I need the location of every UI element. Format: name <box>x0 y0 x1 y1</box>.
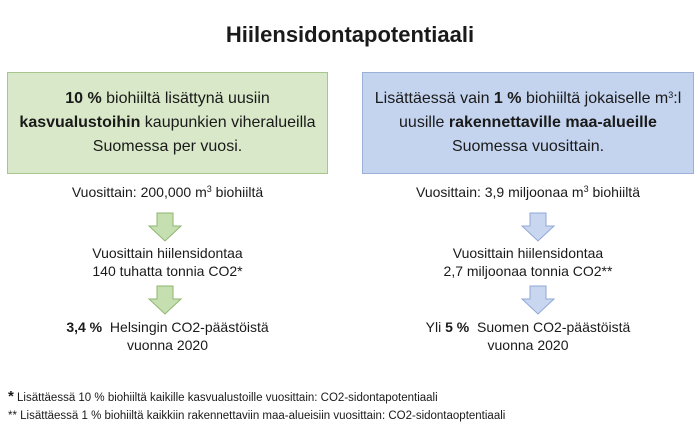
right-box-bold-term: rakennettaville maa-alueille <box>448 114 657 131</box>
right-box-line2-pre: uusille <box>399 114 449 131</box>
footnote-1 <box>8 389 438 406</box>
left-yearly-prefix: Vuosittain: 200,000 m <box>71 184 207 200</box>
footnote-2-mark: ** <box>8 410 17 422</box>
left-box-line1: biohiiltä lisättynä uusiin <box>101 90 270 107</box>
right-box-line3: Suomessa vuosittain. <box>451 138 605 155</box>
right-result-percent: 5 % <box>445 319 470 335</box>
left-result-line2: vuonna 2020 <box>127 337 208 353</box>
left-arrow-1-icon <box>148 212 182 242</box>
right-arrow-2-icon <box>521 285 555 315</box>
right-result-pre: Yli <box>425 319 446 335</box>
right-result-line1: Suomen CO2-päästöistä <box>469 319 631 335</box>
left-scenario-box <box>7 72 328 174</box>
footnote-1-text: Lisättäessä 10 % biohiiltä kaikille kasvualustoille vuosittain: CO2-sidontapotentiaali <box>13 392 438 404</box>
left-yearly-suffix: biohiiltä <box>211 184 264 200</box>
right-scenario-box <box>362 72 694 174</box>
right-box-line1-pre: Lisättäessä vain <box>374 90 494 107</box>
right-arrow-1-icon <box>521 212 555 242</box>
left-box-line3: Suomessa per vuosi. <box>92 138 243 155</box>
left-result <box>7 318 328 354</box>
right-yearly-suffix: biohiiltä <box>588 184 640 200</box>
right-result <box>362 318 694 354</box>
right-sequestration-line1: Vuosittain hiilensidontaa <box>452 245 604 261</box>
right-yearly-prefix: Vuosittain: 3,9 miljoonaa m <box>416 184 584 200</box>
left-result-percent: 3,4 % <box>66 319 103 335</box>
right-result-line2: vuonna 2020 <box>487 337 569 353</box>
right-sequestration <box>362 244 694 280</box>
footnote-2-text: Lisättäessä 1 % biohiiltä kaikkiin rakennettaviin maa-alueisiin vuosittain: CO2-sidontaoptentiaali <box>16 410 506 422</box>
left-yearly-amount <box>7 183 328 201</box>
right-yearly-sup: 3 <box>583 184 589 194</box>
left-box-percent: 10 % <box>65 90 102 107</box>
right-box-percent: 1 % <box>493 90 522 107</box>
left-sequestration <box>7 244 328 280</box>
left-yearly-sup: 3 <box>206 184 212 194</box>
right-sequestration-line2: 2,7 miljoonaa tonnia CO2** <box>443 263 613 279</box>
right-yearly-amount <box>362 183 694 201</box>
left-box-bold-term: kasvualustoihin <box>19 114 141 131</box>
footnote-1-mark: * <box>8 388 14 405</box>
left-box-line2: kaupunkien viheralueilla <box>140 114 316 131</box>
page-title: Hiilensidontapotentiaali <box>225 22 475 47</box>
left-sequestration-line1: Vuosittain hiilensidontaa <box>92 245 243 261</box>
left-arrow-2-icon <box>148 285 182 315</box>
left-sequestration-line2: 140 tuhatta tonnia CO2* <box>92 263 243 279</box>
right-box-sup: 3 <box>668 90 674 100</box>
right-box-line1: biohiiltä jokaiselle m <box>521 90 669 107</box>
left-result-line1: Helsingin CO2-päästöistä <box>102 319 269 335</box>
footnote-2 <box>8 409 505 424</box>
right-box-line1-end: :l <box>673 90 682 107</box>
